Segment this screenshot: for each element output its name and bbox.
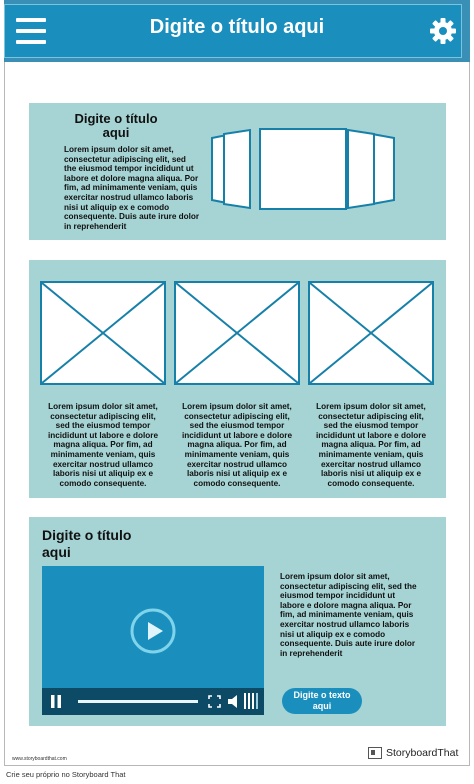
brand-name: StoryboardThat (386, 747, 459, 759)
gallery-caption-1: Lorem ipsum dolor sit amet, consectetur adipiscing elit, sed the eiusmod tempor incididunt ut labore e dolore magna aliqua. Por fim, ad minimamente veniam, quis exercitar nostrud ullamco laboris nisi ut aliquip ex e comodo consequente. (47, 402, 159, 488)
text-button-label: Digite o texto aqui (293, 690, 351, 711)
pause-icon[interactable] (50, 695, 62, 708)
gallery-caption-2: Lorem ipsum dolor sit amet, consectetur adipiscing elit, sed the eiusmod tempor incididunt ut labore e dolore magna aliqua. Por fim, ad minimamente veniam, quis exercitar nostrud ullamco laboris nisi ut aliquip ex e comodo consequente. (181, 402, 293, 488)
image-placeholder-3 (308, 281, 434, 385)
video-progress-bar[interactable] (78, 700, 198, 703)
footer-caption: Crie seu próprio no Storyboard That (6, 770, 126, 779)
storyboard-icon (368, 747, 382, 759)
gallery-caption-3: Lorem ipsum dolor sit amet, consectetur adipiscing elit, sed the eiusmod tempor incididunt ut labore e dolore magna aliqua. Por fim, ad minimamente veniam, quis exercitar nostrud ullamco laboris nisi ut aliquip ex e comodo consequente. (315, 402, 427, 488)
image-placeholder-1 (40, 281, 166, 385)
carousel-icon (210, 128, 400, 210)
volume-icon[interactable] (228, 695, 240, 708)
page-title: Digite o título aqui (149, 16, 325, 38)
gear-icon[interactable] (428, 16, 458, 46)
section1-title: Digite o título aqui (74, 111, 158, 140)
storyboardthat-logo (368, 746, 458, 760)
section3-title: Digite o título aqui (42, 527, 132, 560)
hamburger-menu-icon[interactable] (16, 18, 46, 44)
section1-body: Lorem ipsum dolor sit amet, consectetur adipiscing elit, sed the eiusmod tempor incididunt ut labore et dolore magna aliqua. Por fim, ad minimamente veniam, quis exercitar nostrud ullamco laboris nisi ut aliquip ex e comodo consequente. Duis aute irure dolor in reprehenderit (64, 145, 200, 231)
volume-slider[interactable] (243, 692, 259, 710)
fullscreen-icon[interactable] (208, 695, 221, 708)
footer-url: www.storyboardthat.com (12, 756, 67, 762)
section3-body: Lorem ipsum dolor sit amet, consectetur adipiscing elit, sed the eiusmod tempor incididunt ut labore e dolore magna aliqua. Por fim, ad minimamente veniam, quis exercitar nostrud ullamco laboris nisi ut aliquip ex e comodo consequente. Duis aute irure dolor in reprehenderit (280, 572, 417, 658)
image-placeholder-2 (174, 281, 300, 385)
text-button[interactable] (282, 688, 362, 714)
play-icon[interactable] (130, 608, 176, 654)
